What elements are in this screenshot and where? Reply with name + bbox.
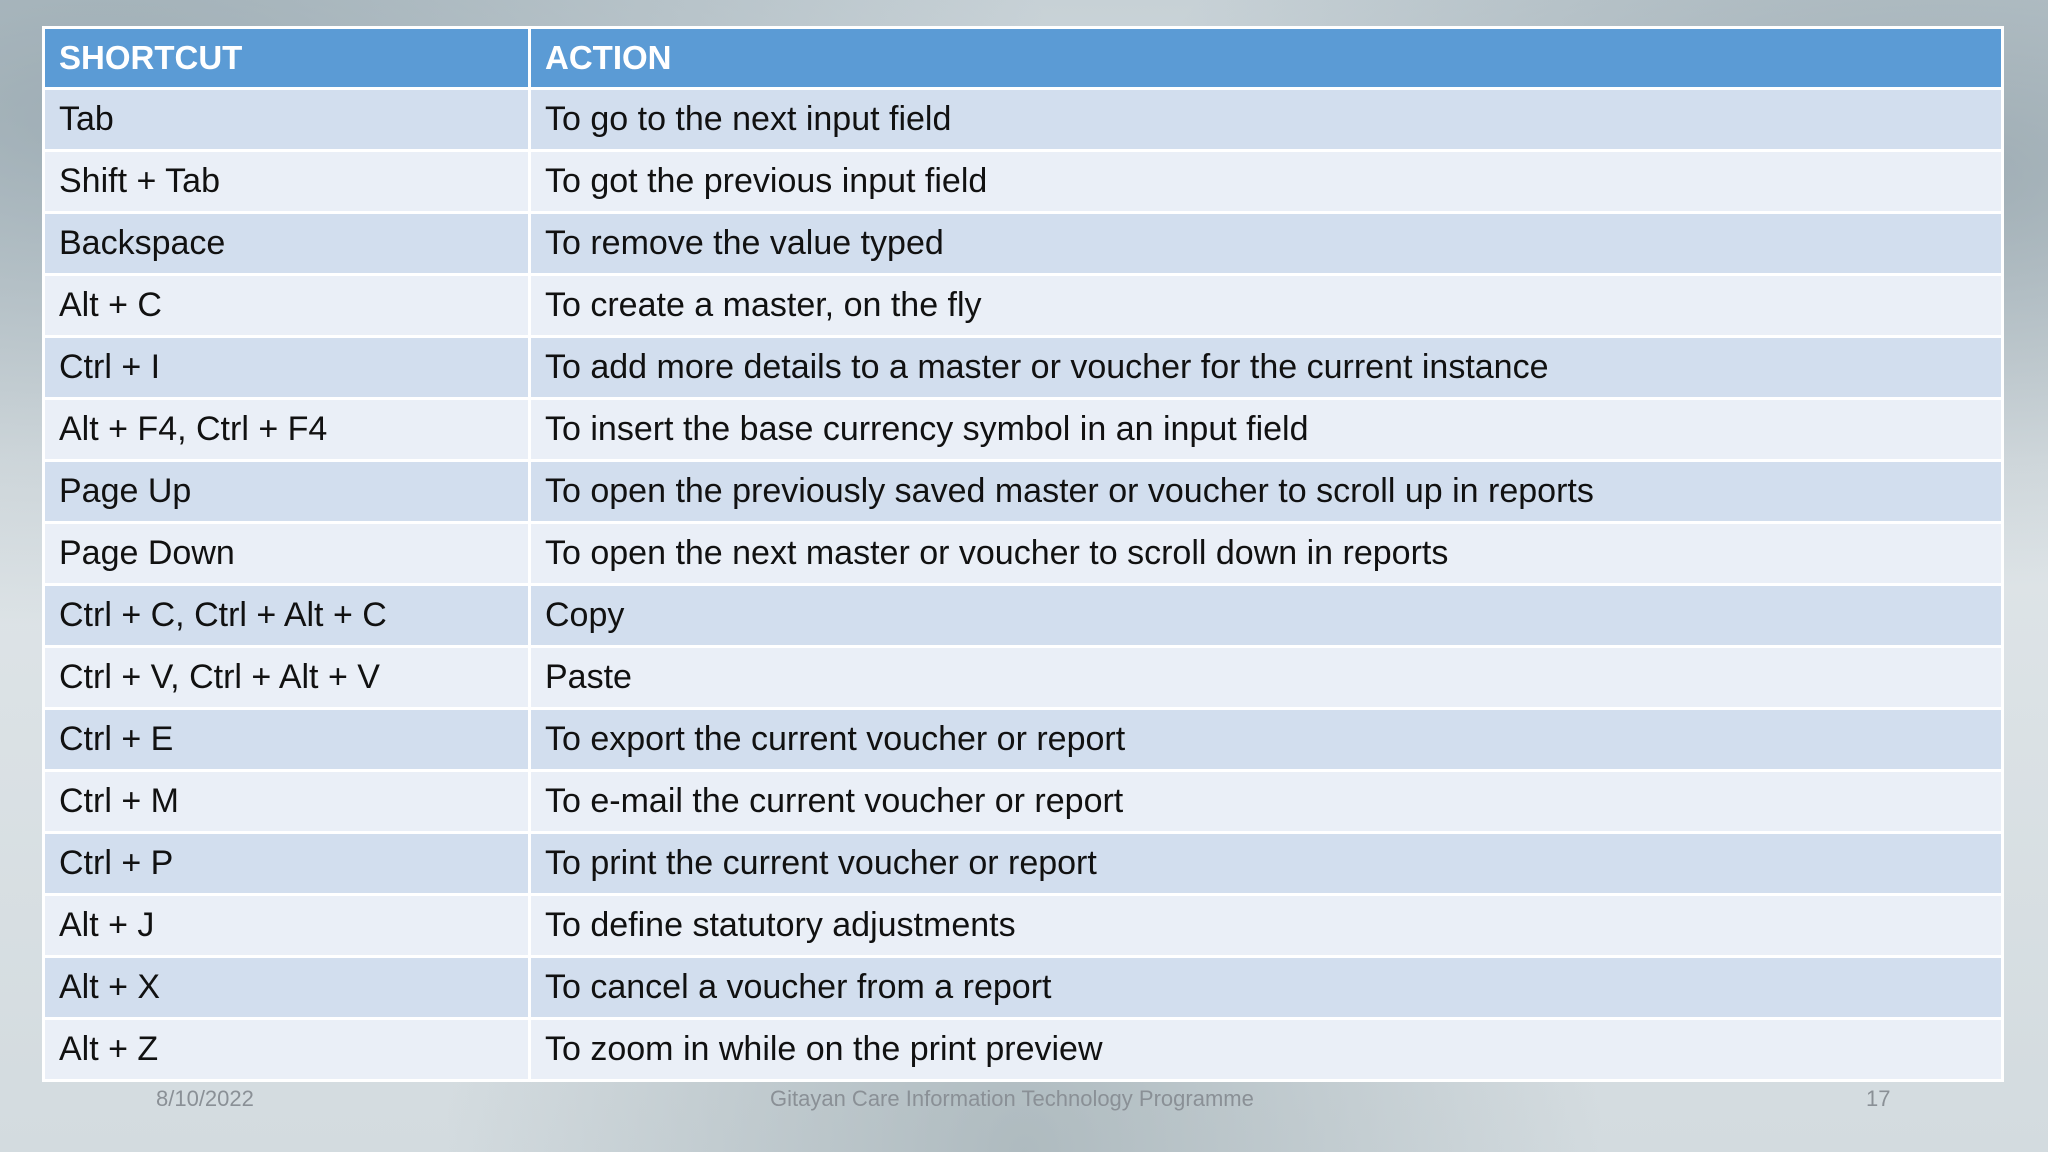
action-cell: To print the current voucher or report <box>530 833 2003 895</box>
shortcut-cell: Ctrl + E <box>44 709 530 771</box>
table-row <box>44 1019 2003 1081</box>
shortcut-cell: Shift + Tab <box>44 151 530 213</box>
action-cell: Paste <box>530 647 2003 709</box>
shortcut-cell: Alt + Z <box>44 1019 530 1081</box>
slide-number: 17 <box>1866 1086 1891 1111</box>
action-cell: To open the previously saved master or voucher to scroll up in reports <box>530 461 2003 523</box>
action-cell: To remove the value typed <box>530 213 2003 275</box>
action-cell: To add more details to a master or voucher for the current instance <box>530 337 2003 399</box>
shortcut-cell: Alt + C <box>44 275 530 337</box>
footer-date: 8/10/2022 <box>156 1086 254 1111</box>
shortcut-cell: Ctrl + C, Ctrl + Alt + C <box>44 585 530 647</box>
table-row <box>44 523 2003 585</box>
table-row <box>44 895 2003 957</box>
table-row <box>44 709 2003 771</box>
table-row <box>44 771 2003 833</box>
action-cell: Copy <box>530 585 2003 647</box>
shortcut-cell: Backspace <box>44 213 530 275</box>
action-cell: To open the next master or voucher to scroll down in reports <box>530 523 2003 585</box>
action-cell: To zoom in while on the print preview <box>530 1019 2003 1081</box>
shortcut-cell: Page Up <box>44 461 530 523</box>
action-cell: To create a master, on the fly <box>530 275 2003 337</box>
table-row <box>44 585 2003 647</box>
shortcut-cell: Alt + X <box>44 957 530 1019</box>
action-cell: To go to the next input field <box>530 89 2003 151</box>
shortcut-cell: Alt + J <box>44 895 530 957</box>
table-header-row <box>44 28 2003 89</box>
shortcut-table-container <box>42 26 2004 1082</box>
table-row <box>44 213 2003 275</box>
action-cell: To define statutory adjustments <box>530 895 2003 957</box>
table-row <box>44 275 2003 337</box>
shortcut-cell: Tab <box>44 89 530 151</box>
table-row <box>44 833 2003 895</box>
shortcut-cell: Ctrl + I <box>44 337 530 399</box>
table-row <box>44 89 2003 151</box>
header-shortcut: SHORTCUT <box>44 28 530 89</box>
shortcut-cell: Alt + F4, Ctrl + F4 <box>44 399 530 461</box>
shortcut-table <box>42 26 2004 1082</box>
action-cell: To e-mail the current voucher or report <box>530 771 2003 833</box>
table-row <box>44 957 2003 1019</box>
shortcut-cell: Ctrl + M <box>44 771 530 833</box>
table-row <box>44 461 2003 523</box>
footer-title: Gitayan Care Information Technology Programme <box>770 1086 1254 1111</box>
action-cell: To got the previous input field <box>530 151 2003 213</box>
table-row <box>44 399 2003 461</box>
action-cell: To insert the base currency symbol in an input field <box>530 399 2003 461</box>
action-cell: To cancel a voucher from a report <box>530 957 2003 1019</box>
header-action: ACTION <box>530 28 2003 89</box>
table-row <box>44 647 2003 709</box>
action-cell: To export the current voucher or report <box>530 709 2003 771</box>
shortcut-cell: Page Down <box>44 523 530 585</box>
shortcut-cell: Ctrl + P <box>44 833 530 895</box>
table-row <box>44 151 2003 213</box>
shortcut-cell: Ctrl + V, Ctrl + Alt + V <box>44 647 530 709</box>
table-row <box>44 337 2003 399</box>
